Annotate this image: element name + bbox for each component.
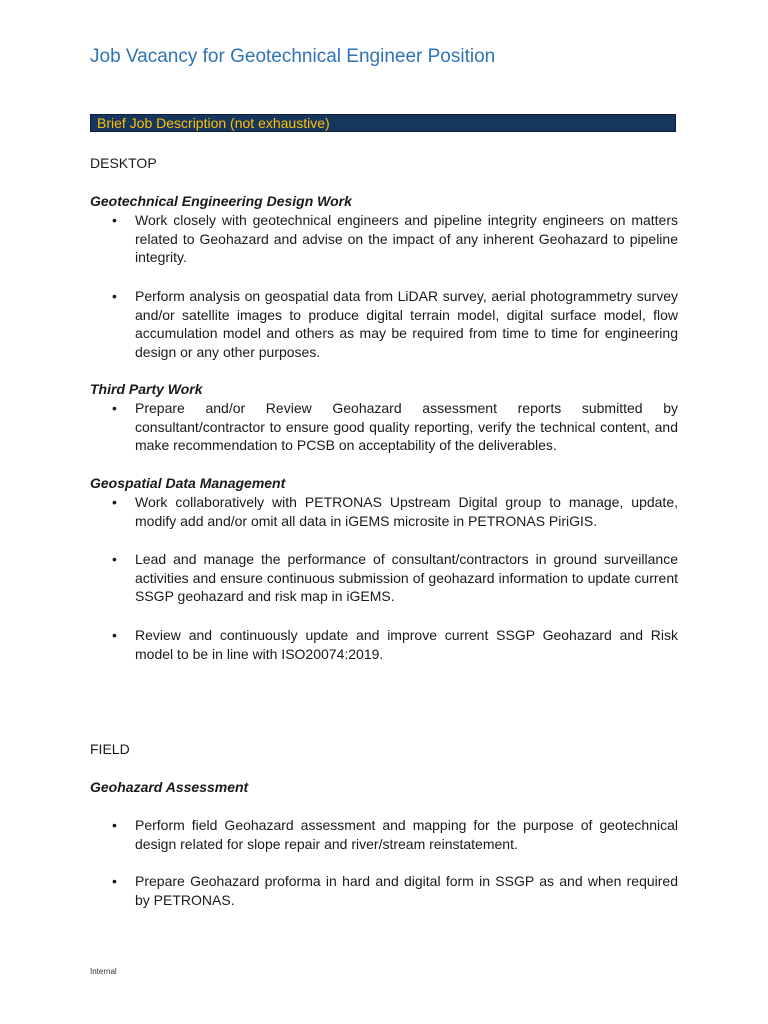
bullet-marker: • bbox=[112, 400, 117, 416]
list-item-text: Work closely with geotechnical engineers and pipeline integrity engineers on matters related to Geohazard and advise on the impact of any inherent Geohazard to pipeline integrity. bbox=[135, 212, 678, 266]
list-item bbox=[90, 816, 678, 853]
list-item-text: Work collaboratively with PETRONAS Upstream Digital group to manage, update, modify add and/or omit all data in iGEMS microsite in PETRONAS PiriGIS. bbox=[135, 494, 678, 529]
third-party-heading: Third Party Work bbox=[90, 381, 203, 397]
bullet-marker: • bbox=[112, 494, 117, 510]
list-item-text: Perform analysis on geospatial data from LiDAR survey, aerial photogrammetry survey and/or satellite images to produce digital terrain model, digital surface model, flow accumulation model and others as may be required from time to time for engineering design or any other purposes. bbox=[135, 288, 678, 360]
bullet-marker: • bbox=[112, 288, 117, 304]
list-item bbox=[90, 493, 678, 530]
footer-classification: Internal bbox=[90, 967, 117, 976]
bullet-marker: • bbox=[112, 627, 117, 643]
list-item bbox=[90, 399, 678, 455]
list-item-text: Review and continuously update and improve current SSGP Geohazard and Risk model to be in line with ISO20074:2019. bbox=[135, 627, 678, 662]
list-item-text: Lead and manage the performance of consultant/contractors in ground surveillance activities and ensure continuous submission of geohazard information to update current SSGP geohazard and risk map in iGEMS. bbox=[135, 551, 678, 605]
geohazard-assessment-heading: Geohazard Assessment bbox=[90, 779, 249, 795]
list-item bbox=[90, 872, 678, 909]
bullet-marker: • bbox=[112, 551, 117, 567]
field-heading: FIELD bbox=[90, 741, 130, 757]
bullet-marker: • bbox=[112, 873, 117, 889]
design-work-heading: Geotechnical Engineering Design Work bbox=[90, 193, 352, 209]
list-item-text: Prepare Geohazard proforma in hard and digital form in SSGP as and when required by PETRONAS. bbox=[135, 873, 678, 908]
list-item bbox=[90, 550, 678, 606]
list-item-text: Perform field Geohazard assessment and mapping for the purpose of geotechnical design related for slope repair and river/stream reinstatement. bbox=[135, 817, 678, 852]
list-item-text: Prepare and/or Review Geohazard assessment reports submitted by consultant/contractor to ensure good quality reporting, verify the technical content, and make recommendation to PCSB on acceptability of the deliverables. bbox=[135, 400, 678, 454]
list-item bbox=[90, 211, 678, 267]
bullet-marker: • bbox=[112, 212, 117, 228]
list-item bbox=[90, 287, 678, 361]
geospatial-heading: Geospatial Data Management bbox=[90, 475, 286, 491]
page-title: Job Vacancy for Geotechnical Engineer Position bbox=[90, 46, 496, 67]
list-item bbox=[90, 626, 678, 663]
bullet-marker: • bbox=[112, 817, 117, 833]
section-banner bbox=[90, 114, 676, 132]
desktop-heading: DESKTOP bbox=[90, 155, 157, 171]
banner-label: Brief Job Description (not exhaustive) bbox=[97, 115, 330, 131]
